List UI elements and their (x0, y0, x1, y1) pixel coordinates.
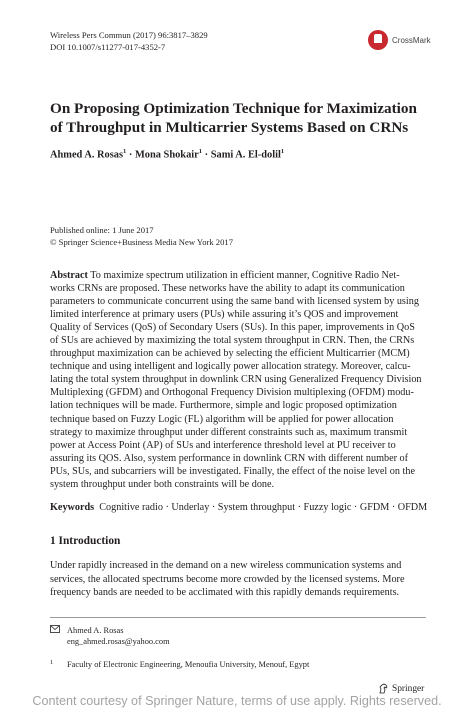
springer-logo (378, 683, 424, 694)
intro-line: Under rapidly increased in the demand on a new wireless communication systems and (50, 560, 402, 571)
courtesy-notice: Content courtesy of Springer Nature, terms of use apply. Rights reserved. (32, 694, 442, 708)
abstract-line: assuring its QOS. Also, system performance in downlink CRN with different number of (50, 452, 409, 464)
abstract-line: system throughput under both constraints will be done. (50, 478, 275, 490)
intro-line: frequency bands are needed to be acclimated with this rapidly demands requirements. (50, 587, 400, 599)
footnote-marker: 1 (50, 659, 54, 666)
footnote-divider (50, 617, 426, 618)
keywords-label: Keywords (50, 502, 95, 513)
keywords-list: Cognitive radio · Underlay · System throughput · Fuzzy logic · GFDM · OFDM (99, 502, 428, 513)
author-affiliation-mark: 1 (198, 148, 203, 155)
publisher-name: Springer (392, 683, 425, 694)
abstract-line: strategy to maximize throughput under different constraints such as, maximum transmit (50, 426, 408, 438)
abstract-line: lating the total system throughput in downlink CRN using Generalized Frequency Division (50, 374, 422, 386)
introduction-body (50, 559, 426, 600)
author-name[interactable]: Sami A. El-dolil (210, 149, 281, 161)
doi: DOI 10.1007/s11277-017-4352-7 (50, 42, 166, 52)
abstract (50, 269, 426, 491)
abstract-line: technique and using intelligent and logically power allocation strategy. Moreover, calcu- (50, 361, 411, 373)
paper-title (50, 99, 430, 137)
abstract-label: Abstract (50, 270, 88, 281)
abstract-line: Abstract To maximize spectrum utilization in efficient manner, Cognitive Radio Net- (50, 270, 400, 281)
abstract-line: technique based on Fuzzy Logic (FL) algorithm will be applied for power allocation (50, 413, 394, 425)
abstract-line: throughput maximization can be achieved by selecting the efficient Multicarrier (MCM) (50, 348, 410, 360)
published-date: Published online: 1 June 2017 (50, 225, 154, 235)
author-name[interactable]: Ahmed A. Rosas (50, 149, 124, 161)
journal-citation: Wireless Pers Commun (2017) 96:3817–3829 (50, 30, 208, 40)
author-name[interactable]: Mona Shokair (134, 149, 199, 161)
crossmark-icon (368, 30, 388, 50)
author-list (50, 148, 284, 160)
abstract-line: Quality of Services (QoS) of Secondary Users (SUs). In this paper, improvements in QoS (50, 322, 415, 334)
envelope-icon (50, 625, 60, 636)
author-separator: · (204, 149, 209, 161)
abstract-line: power at Access Point (AP) of SUs and interference threshold level at PU receiver to (50, 439, 396, 451)
abstract-line: lation techniques will be made. Furthermore, simple and logic proposed optimization (50, 400, 397, 412)
abstract-line: Multiplexing (GFDM) and Orthogonal Frequency Division multiplexing (OFDM) modu- (50, 387, 414, 399)
keywords (50, 502, 430, 513)
abstract-line: parameters to communicate concurrent using the same band with licensed system by using (50, 296, 419, 308)
abstract-line: of SUs are achieved by maximizing the total system throughput in CRN. Then, the CRNs (50, 335, 415, 347)
author-separator: · (128, 149, 133, 161)
section-heading: 1 Introduction (50, 535, 121, 547)
author-email-link[interactable]: eng_ahmed.rosas@yahoo.com (67, 637, 170, 646)
affiliation: Faculty of Electronic Engineering, Menoufia University, Menouf, Egypt (67, 660, 310, 669)
abstract-line: limited interference at primary users (PUs) while assuring it’s QOS and improvement (50, 309, 399, 321)
copyright-notice: © Springer Science+Business Media New York 2017 (50, 237, 233, 247)
springer-horse-icon (378, 683, 389, 694)
title-line-2: of Throughput in Multicarrier Systems Based on CRNs (50, 119, 409, 136)
abstract-line: PUs, SUs, and subcarriers will be investigated. Finally, the effect of the noise level on the (50, 465, 415, 477)
intro-line: services, the allocated spectrums become more crowded by the licensed systems. More (50, 573, 405, 585)
author-affiliation-mark: 1 (123, 148, 127, 155)
title-line-1: On Proposing Optimization Technique for Maximization (50, 100, 417, 117)
author-affiliation-mark: 1 (280, 148, 285, 155)
crossmark-label: CrossMark (392, 35, 431, 45)
corresponding-author: Ahmed A. Rosas (67, 626, 124, 635)
abstract-line: works CRNs are proposed. These networks have the ability to adapt its communication (50, 283, 405, 295)
crossmark-badge[interactable] (368, 29, 450, 51)
